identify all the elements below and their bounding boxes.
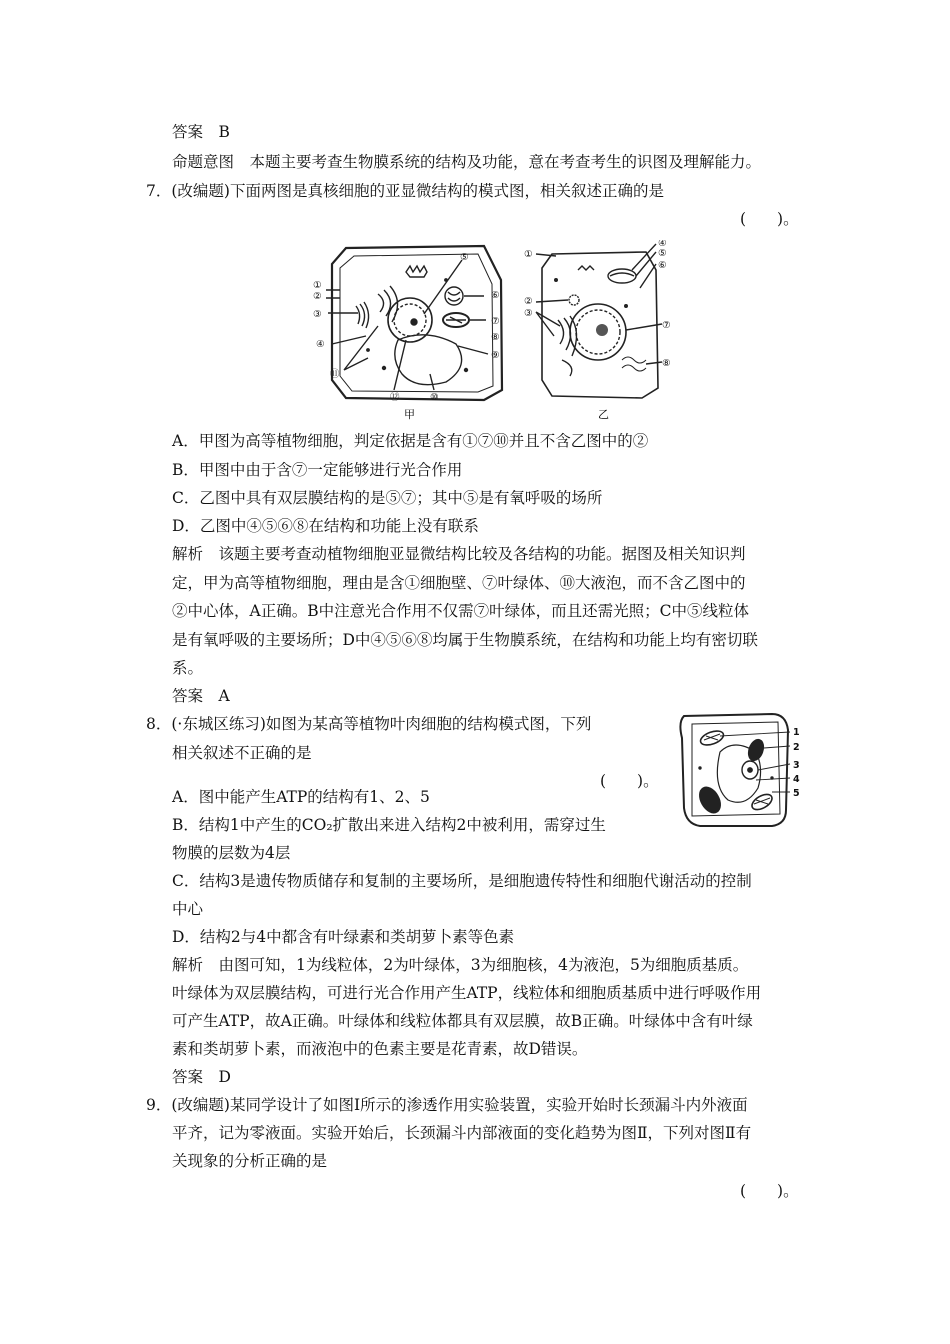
q8-option-b: B．结构1中产生的CO₂扩散出来进入结构2中被利用，需穿过生	[172, 816, 606, 834]
svg-text:⑦: ⑦	[491, 316, 500, 327]
svg-text:③: ③	[524, 308, 533, 319]
q8-answer-blank: ( )。	[600, 772, 659, 790]
q8-option-c: C．结构3是遗传物质储存和复制的主要场所，是细胞遗传特性和细胞代谢活动的控制	[172, 872, 752, 890]
svg-text:⑤: ⑤	[460, 252, 469, 263]
svg-text:⑩: ⑩	[430, 392, 439, 403]
q7-analysis-line: ②中心体，A正确。B中注意光合作用不仅需⑦叶绿体，而且还需光照；C中⑤线粒体	[172, 602, 749, 620]
q7-option-a: A．甲图为高等植物细胞，判定依据是含有①⑦⑩并且不含乙图中的②	[172, 432, 649, 450]
svg-text:⑧: ⑧	[662, 358, 671, 369]
svg-text:1: 1	[793, 727, 800, 738]
q9-answer-blank: ( )。	[740, 1182, 799, 1200]
svg-text:5: 5	[793, 788, 800, 799]
svg-text:⑥: ⑥	[491, 290, 500, 301]
q7-answer: 答案 A	[172, 687, 230, 705]
svg-text:①: ①	[313, 280, 322, 291]
q8-analysis-line: 素和类胡萝卜素，而液泡中的色素主要是花青素，故D错误。	[172, 1040, 588, 1058]
q9-stem-cont: 关现象的分析正确的是	[172, 1152, 328, 1170]
q8-analysis-line: 解析 由图可知，1为线粒体，2为叶绿体，3为细胞核，4为液泡，5为细胞质基质。	[172, 956, 749, 974]
q8-cell-figure	[676, 708, 806, 830]
q8-analysis-line: 可产生ATP，故A正确。叶绿体和线粒体都具有双层膜，故B正确。叶绿体中含有叶绿	[172, 1012, 753, 1030]
q8-option-b-cont: 物膜的层数为4层	[172, 844, 291, 862]
cell-wall	[680, 714, 788, 826]
q7-analysis-line: 解析 该题主要考查动植物细胞亚显微结构比较及各结构的功能。据图及相关知识判	[172, 545, 746, 563]
q7-option-c: C．乙图中具有双层膜结构的是⑤⑦；其中⑤是有氧呼吸的场所	[172, 489, 603, 507]
svg-text:4: 4	[793, 774, 800, 785]
svg-text:②: ②	[313, 291, 322, 302]
q6-intent: 命题意图 本题主要考查生物膜系统的结构及功能，意在考查考生的识图及理解能力。	[172, 153, 762, 171]
q8-stem-cont: 相关叙述不正确的是	[172, 744, 312, 762]
svg-text:⑪: ⑪	[330, 369, 340, 380]
svg-text:②: ②	[524, 296, 533, 307]
svg-text:③: ③	[313, 309, 322, 320]
q9-stem: 9．(改编题)某同学设计了如图Ⅰ所示的渗透作用实验装置，实验开始时长颈漏斗内外液面	[146, 1096, 748, 1114]
q8-analysis-line: 叶绿体为双层膜结构，可进行光合作用产生ATP，线粒体和细胞质基质中进行呼吸作用	[172, 984, 762, 1002]
q7-stem: 7．(改编题)下面两图是真核细胞的亚显微结构的模式图，相关叙述正确的是	[146, 182, 664, 200]
svg-text:3: 3	[793, 760, 800, 771]
q8-option-c-cont: 中心	[172, 900, 204, 918]
q7-analysis-line: 系。	[172, 659, 204, 677]
q7-analysis-line: 是有氧呼吸的主要场所；D中④⑤⑥⑧均属于生物膜系统，在结构和功能上均有密切联	[172, 631, 758, 649]
svg-text:①: ①	[524, 249, 533, 260]
q6-answer: 答案 B	[172, 123, 230, 141]
figure-label-jia: 甲	[404, 408, 415, 421]
q7-option-d: D．乙图中④⑤⑥⑧在结构和功能上没有联系	[172, 517, 479, 535]
q8-option-a: A．图中能产生ATP的结构有1、2、5	[172, 788, 430, 806]
svg-text:④: ④	[316, 339, 325, 350]
q7-option-b: B．甲图中由于含⑦一定能够进行光合作用	[172, 461, 463, 479]
svg-text:⑧: ⑧	[491, 332, 500, 343]
q7-analysis-line: 定，甲为高等植物细胞，理由是含①细胞壁、⑦叶绿体、⑩大液泡，而不含乙图中的	[172, 574, 746, 592]
svg-text:⑤: ⑤	[658, 248, 667, 259]
figure-label-yi: 乙	[598, 408, 609, 421]
svg-text:④: ④	[658, 240, 667, 249]
q9-stem-cont: 平齐，记为零液面。实验开始后，长颈漏斗内部液面的变化趋势为图Ⅱ，下列对图Ⅱ有	[172, 1124, 752, 1142]
q8-answer: 答案 D	[172, 1068, 231, 1086]
q8-stem: 8．(·东城区练习)如图为某高等植物叶肉细胞的结构模式图，下列	[146, 715, 592, 733]
q8-option-d: D．结构2与4中都含有叶绿素和类胡萝卜素等色素	[172, 928, 515, 946]
svg-text:⑨: ⑨	[491, 350, 500, 361]
svg-text:⑫: ⑫	[390, 392, 400, 403]
svg-text:⑥: ⑥	[658, 260, 667, 271]
svg-text:⑦: ⑦	[662, 320, 671, 331]
q7-cell-figure	[306, 240, 686, 422]
q7-answer-blank: ( )。	[740, 210, 799, 228]
svg-text:2: 2	[793, 742, 800, 753]
